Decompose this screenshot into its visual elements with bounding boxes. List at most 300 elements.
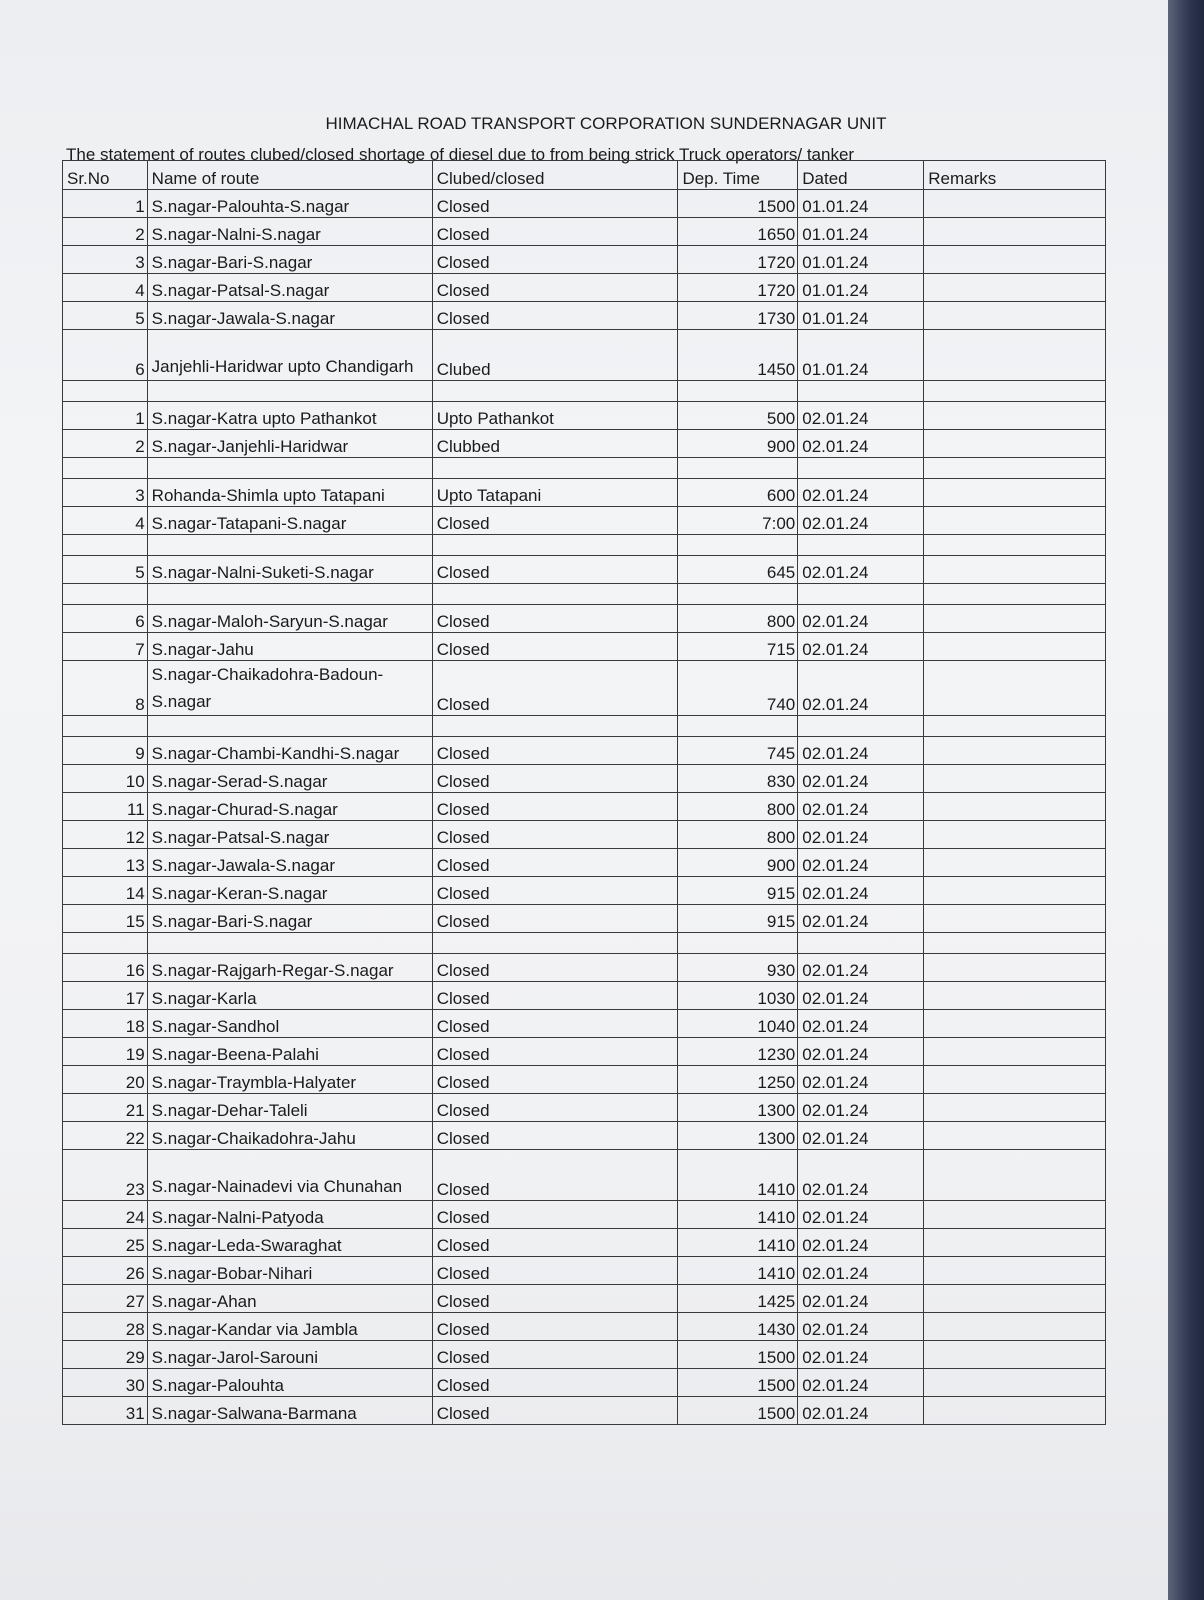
row-status: Closed [432, 1369, 678, 1397]
empty-cell [678, 535, 798, 556]
row-remarks [924, 507, 1106, 535]
row-sr-no: 10 [63, 765, 148, 793]
row-sr-no: 6 [63, 330, 148, 381]
row-dep-time: 1450 [678, 330, 798, 381]
row-remarks [924, 1257, 1106, 1285]
row-status: Closed [432, 849, 678, 877]
row-dep-time: 900 [678, 430, 798, 458]
row-dep-time: 1500 [678, 1369, 798, 1397]
row-sr-no: 19 [63, 1038, 148, 1066]
row-remarks [924, 982, 1106, 1010]
row-sr-no: 27 [63, 1285, 148, 1313]
row-status: Closed [432, 1066, 678, 1094]
row-sr-no: 20 [63, 1066, 148, 1094]
row-status: Closed [432, 877, 678, 905]
row-remarks [924, 661, 1106, 716]
row-dated: 02.01.24 [798, 661, 924, 716]
row-remarks [924, 430, 1106, 458]
empty-cell [678, 381, 798, 402]
row-dep-time: 1250 [678, 1066, 798, 1094]
empty-cell [924, 584, 1106, 605]
spacer-row [63, 933, 1106, 954]
row-dated: 02.01.24 [798, 479, 924, 507]
row-dated: 02.01.24 [798, 954, 924, 982]
row-sr-no: 6 [63, 605, 148, 633]
row-status: Closed [432, 190, 678, 218]
row-dep-time: 800 [678, 821, 798, 849]
row-dep-time: 1300 [678, 1122, 798, 1150]
row-dep-time: 740 [678, 661, 798, 716]
row-status: Closed [432, 1038, 678, 1066]
row-dated: 02.01.24 [798, 1094, 924, 1122]
row-dated: 02.01.24 [798, 765, 924, 793]
row-dep-time: 645 [678, 556, 798, 584]
empty-cell [63, 535, 148, 556]
row-status: Closed [432, 821, 678, 849]
row-dep-time: 930 [678, 954, 798, 982]
row-route-name: S.nagar-Chaikadohra-Badoun-S.nagar [147, 661, 432, 716]
spacer-row [63, 584, 1106, 605]
row-dated: 02.01.24 [798, 1122, 924, 1150]
row-route-name: Rohanda-Shimla upto Tatapani [147, 479, 432, 507]
row-route-name: S.nagar-Traymbla-Halyater [147, 1066, 432, 1094]
row-dated: 02.01.24 [798, 1201, 924, 1229]
row-route-name: S.nagar-Bobar-Nihari [147, 1257, 432, 1285]
row-dep-time: 1410 [678, 1257, 798, 1285]
row-remarks [924, 274, 1106, 302]
row-dep-time: 1410 [678, 1150, 798, 1201]
row-route-name: S.nagar-Palouhta [147, 1369, 432, 1397]
row-status: Closed [432, 765, 678, 793]
row-route-name: S.nagar-Chambi-Kandhi-S.nagar [147, 737, 432, 765]
row-route-name: S.nagar-Rajgarh-Regar-S.nagar [147, 954, 432, 982]
row-dep-time: 715 [678, 633, 798, 661]
row-dated: 02.01.24 [798, 793, 924, 821]
row-dated: 02.01.24 [798, 556, 924, 584]
row-sr-no: 12 [63, 821, 148, 849]
table-row [63, 877, 1106, 905]
table-row [63, 430, 1106, 458]
row-route-name: S.nagar-Tatapani-S.nagar [147, 507, 432, 535]
empty-cell [924, 933, 1106, 954]
row-route-name: S.nagar-Sandhol [147, 1010, 432, 1038]
row-dep-time: 1650 [678, 218, 798, 246]
empty-cell [432, 933, 678, 954]
row-route-name: S.nagar-Kandar via Jambla [147, 1313, 432, 1341]
table-row [63, 1038, 1106, 1066]
empty-cell [798, 933, 924, 954]
table-body [63, 190, 1106, 1425]
row-dep-time: 1430 [678, 1313, 798, 1341]
row-dep-time: 1500 [678, 1397, 798, 1425]
row-dated: 02.01.24 [798, 737, 924, 765]
row-status: Closed [432, 1285, 678, 1313]
row-route-name: S.nagar-Nalni-Suketi-S.nagar [147, 556, 432, 584]
row-remarks [924, 1201, 1106, 1229]
row-status: Closed [432, 1313, 678, 1341]
row-dated: 02.01.24 [798, 633, 924, 661]
row-status: Clubed [432, 330, 678, 381]
table-row [63, 661, 1106, 716]
row-sr-no: 29 [63, 1341, 148, 1369]
empty-cell [147, 933, 432, 954]
row-sr-no: 9 [63, 737, 148, 765]
row-status: Closed [432, 1150, 678, 1201]
row-status: Closed [432, 274, 678, 302]
row-sr-no: 21 [63, 1094, 148, 1122]
empty-cell [798, 535, 924, 556]
table-row [63, 1094, 1106, 1122]
row-route-name: S.nagar-Karla [147, 982, 432, 1010]
row-dated: 02.01.24 [798, 1369, 924, 1397]
row-dated: 02.01.24 [798, 605, 924, 633]
row-status: Closed [432, 1094, 678, 1122]
row-status: Closed [432, 982, 678, 1010]
row-status: Closed [432, 1122, 678, 1150]
row-dep-time: 800 [678, 605, 798, 633]
row-route-name: S.nagar-Patsal-S.nagar [147, 821, 432, 849]
row-route-name: S.nagar-Bari-S.nagar [147, 905, 432, 933]
row-dated: 01.01.24 [798, 190, 924, 218]
row-status: Closed [432, 1201, 678, 1229]
table-row [63, 1341, 1106, 1369]
table-row [63, 737, 1106, 765]
row-dep-time: 915 [678, 905, 798, 933]
row-route-name: S.nagar-Churad-S.nagar [147, 793, 432, 821]
table-row [63, 507, 1106, 535]
row-dated: 02.01.24 [798, 982, 924, 1010]
table-row [63, 605, 1106, 633]
row-dated: 01.01.24 [798, 302, 924, 330]
empty-cell [432, 716, 678, 737]
row-route-name: S.nagar-Janjehli-Haridwar [147, 430, 432, 458]
row-route-name: Janjehli-Haridwar upto Chandigarh [147, 330, 432, 381]
table-row [63, 302, 1106, 330]
row-status: Closed [432, 1010, 678, 1038]
row-sr-no: 16 [63, 954, 148, 982]
row-route-name: S.nagar-Bari-S.nagar [147, 246, 432, 274]
row-remarks [924, 218, 1106, 246]
row-dep-time: 830 [678, 765, 798, 793]
row-dep-time: 1720 [678, 274, 798, 302]
header-route-name: Name of route [147, 161, 432, 190]
header-dep-time: Dep. Time [678, 161, 798, 190]
empty-cell [147, 716, 432, 737]
row-route-name: S.nagar-Chaikadohra-Jahu [147, 1122, 432, 1150]
row-status: Closed [432, 556, 678, 584]
empty-cell [63, 458, 148, 479]
row-route-name: S.nagar-Keran-S.nagar [147, 877, 432, 905]
table-row [63, 1397, 1106, 1425]
document-title: HIMACHAL ROAD TRANSPORT CORPORATION SUNDERNAGAR UNIT [325, 114, 887, 133]
row-route-name: S.nagar-Patsal-S.nagar [147, 274, 432, 302]
row-dep-time: 7:00 [678, 507, 798, 535]
row-status: Upto Tatapani [432, 479, 678, 507]
empty-cell [798, 381, 924, 402]
row-status: Closed [432, 246, 678, 274]
row-sr-no: 15 [63, 905, 148, 933]
row-sr-no: 4 [63, 274, 148, 302]
row-route-name: S.nagar-Maloh-Saryun-S.nagar [147, 605, 432, 633]
empty-cell [924, 716, 1106, 737]
row-dep-time: 1030 [678, 982, 798, 1010]
background-edge [1168, 0, 1204, 1600]
row-route-name: S.nagar-Beena-Palahi [147, 1038, 432, 1066]
row-dep-time: 1500 [678, 190, 798, 218]
row-route-name: S.nagar-Palouhta-S.nagar [147, 190, 432, 218]
row-dated: 02.01.24 [798, 905, 924, 933]
row-remarks [924, 1010, 1106, 1038]
table-row [63, 1369, 1106, 1397]
empty-cell [432, 584, 678, 605]
row-status: Closed [432, 737, 678, 765]
table-row [63, 821, 1106, 849]
row-sr-no: 5 [63, 556, 148, 584]
row-remarks [924, 1313, 1106, 1341]
empty-cell [63, 933, 148, 954]
row-route-name: S.nagar-Salwana-Barmana [147, 1397, 432, 1425]
header-status: Clubed/closed [432, 161, 678, 190]
row-sr-no: 8 [63, 661, 148, 716]
row-route-name: S.nagar-Ahan [147, 1285, 432, 1313]
empty-cell [432, 535, 678, 556]
empty-cell [798, 584, 924, 605]
row-dep-time: 1040 [678, 1010, 798, 1038]
row-dep-time: 1425 [678, 1285, 798, 1313]
row-sr-no: 7 [63, 633, 148, 661]
table-row [63, 330, 1106, 381]
document-subtitle: The statement of routes clubed/closed shortage of diesel due to from being strick Truck operators/ tanker [66, 145, 855, 164]
row-sr-no: 1 [63, 402, 148, 430]
row-sr-no: 3 [63, 246, 148, 274]
row-remarks [924, 1150, 1106, 1201]
empty-cell [147, 584, 432, 605]
row-status: Upto Pathankot [432, 402, 678, 430]
row-dated: 02.01.24 [798, 1285, 924, 1313]
table-row [63, 1229, 1106, 1257]
row-remarks [924, 1066, 1106, 1094]
row-route-name: S.nagar-Katra upto Pathankot [147, 402, 432, 430]
header-dated: Dated [798, 161, 924, 190]
row-dated: 02.01.24 [798, 507, 924, 535]
row-remarks [924, 246, 1106, 274]
row-sr-no: 11 [63, 793, 148, 821]
row-dated: 02.01.24 [798, 1229, 924, 1257]
table-row [63, 556, 1106, 584]
row-route-name: S.nagar-Dehar-Taleli [147, 1094, 432, 1122]
table-row [63, 1122, 1106, 1150]
row-sr-no: 4 [63, 507, 148, 535]
row-dep-time: 1410 [678, 1229, 798, 1257]
row-sr-no: 18 [63, 1010, 148, 1038]
spacer-row [63, 381, 1106, 402]
empty-cell [147, 535, 432, 556]
row-remarks [924, 1369, 1106, 1397]
row-sr-no: 3 [63, 479, 148, 507]
empty-cell [678, 716, 798, 737]
row-remarks [924, 1285, 1106, 1313]
row-sr-no: 5 [63, 302, 148, 330]
row-remarks [924, 1038, 1106, 1066]
row-dated: 02.01.24 [798, 1066, 924, 1094]
row-dep-time: 500 [678, 402, 798, 430]
row-remarks [924, 877, 1106, 905]
row-remarks [924, 633, 1106, 661]
row-remarks [924, 190, 1106, 218]
row-route-name: S.nagar-Jahu [147, 633, 432, 661]
row-dated: 02.01.24 [798, 877, 924, 905]
table-row [63, 905, 1106, 933]
row-route-name: S.nagar-Jawala-S.nagar [147, 849, 432, 877]
table-row [63, 1257, 1106, 1285]
row-sr-no: 14 [63, 877, 148, 905]
row-status: Clubbed [432, 430, 678, 458]
row-status: Closed [432, 218, 678, 246]
table-row [63, 402, 1106, 430]
row-remarks [924, 1229, 1106, 1257]
table-row [63, 793, 1106, 821]
row-dated: 02.01.24 [798, 1038, 924, 1066]
table-row [63, 218, 1106, 246]
row-dated: 02.01.24 [798, 1150, 924, 1201]
row-dated: 01.01.24 [798, 330, 924, 381]
row-remarks [924, 793, 1106, 821]
empty-cell [678, 584, 798, 605]
row-remarks [924, 330, 1106, 381]
row-sr-no: 28 [63, 1313, 148, 1341]
table-row [63, 1066, 1106, 1094]
row-status: Closed [432, 302, 678, 330]
row-dep-time: 745 [678, 737, 798, 765]
empty-cell [924, 458, 1106, 479]
table-row [63, 190, 1106, 218]
row-route-name: S.nagar-Serad-S.nagar [147, 765, 432, 793]
table-row [63, 765, 1106, 793]
empty-cell [432, 458, 678, 479]
row-dated: 02.01.24 [798, 430, 924, 458]
row-remarks [924, 905, 1106, 933]
row-status: Closed [432, 793, 678, 821]
empty-cell [63, 381, 148, 402]
row-status: Closed [432, 605, 678, 633]
row-dated: 02.01.24 [798, 1341, 924, 1369]
row-status: Closed [432, 661, 678, 716]
row-dated: 02.01.24 [798, 1313, 924, 1341]
row-route-name: S.nagar-Nalni-Patyoda [147, 1201, 432, 1229]
row-dated: 01.01.24 [798, 246, 924, 274]
row-route-name: S.nagar-Leda-Swaraghat [147, 1229, 432, 1257]
row-sr-no: 2 [63, 430, 148, 458]
row-dated: 02.01.24 [798, 1257, 924, 1285]
empty-cell [924, 535, 1106, 556]
row-status: Closed [432, 1397, 678, 1425]
row-remarks [924, 1397, 1106, 1425]
empty-cell [63, 584, 148, 605]
table-row [63, 1201, 1106, 1229]
row-remarks [924, 954, 1106, 982]
row-remarks [924, 556, 1106, 584]
row-remarks [924, 605, 1106, 633]
empty-cell [924, 381, 1106, 402]
empty-cell [432, 381, 678, 402]
row-dep-time: 1230 [678, 1038, 798, 1066]
row-sr-no: 22 [63, 1122, 148, 1150]
header-remarks: Remarks [924, 161, 1106, 190]
table-row [63, 1313, 1106, 1341]
empty-cell [147, 458, 432, 479]
row-status: Closed [432, 507, 678, 535]
row-dep-time: 1300 [678, 1094, 798, 1122]
spacer-row [63, 535, 1106, 556]
empty-cell [678, 933, 798, 954]
row-sr-no: 2 [63, 218, 148, 246]
table-row [63, 1285, 1106, 1313]
row-sr-no: 26 [63, 1257, 148, 1285]
row-sr-no: 31 [63, 1397, 148, 1425]
row-remarks [924, 765, 1106, 793]
row-sr-no: 30 [63, 1369, 148, 1397]
spacer-row [63, 716, 1106, 737]
row-dep-time: 900 [678, 849, 798, 877]
row-sr-no: 13 [63, 849, 148, 877]
row-remarks [924, 479, 1106, 507]
row-dated: 01.01.24 [798, 274, 924, 302]
row-sr-no: 23 [63, 1150, 148, 1201]
table-row [63, 274, 1106, 302]
row-remarks [924, 1341, 1106, 1369]
row-remarks [924, 737, 1106, 765]
row-remarks [924, 849, 1106, 877]
row-dated: 02.01.24 [798, 849, 924, 877]
empty-cell [63, 716, 148, 737]
table-row [63, 982, 1106, 1010]
table-row [63, 1150, 1106, 1201]
row-dep-time: 600 [678, 479, 798, 507]
empty-cell [798, 458, 924, 479]
row-dated: 02.01.24 [798, 821, 924, 849]
row-sr-no: 25 [63, 1229, 148, 1257]
row-dated: 02.01.24 [798, 402, 924, 430]
table-header-row [63, 161, 1106, 190]
row-route-name: S.nagar-Nalni-S.nagar [147, 218, 432, 246]
row-sr-no: 1 [63, 190, 148, 218]
row-remarks [924, 1122, 1106, 1150]
row-dep-time: 800 [678, 793, 798, 821]
row-remarks [924, 1094, 1106, 1122]
row-status: Closed [432, 905, 678, 933]
row-remarks [924, 821, 1106, 849]
row-status: Closed [432, 1229, 678, 1257]
table-row [63, 479, 1106, 507]
row-dep-time: 1410 [678, 1201, 798, 1229]
row-dep-time: 1720 [678, 246, 798, 274]
row-remarks [924, 402, 1106, 430]
row-route-name: S.nagar-Nainadevi via Chunahan [147, 1150, 432, 1201]
row-remarks [924, 302, 1106, 330]
row-route-name: S.nagar-Jarol-Sarouni [147, 1341, 432, 1369]
table-row [63, 633, 1106, 661]
row-route-name: S.nagar-Jawala-S.nagar [147, 302, 432, 330]
row-status: Closed [432, 1257, 678, 1285]
spacer-row [63, 458, 1106, 479]
row-dep-time: 1500 [678, 1341, 798, 1369]
table-row [63, 246, 1106, 274]
row-sr-no: 17 [63, 982, 148, 1010]
row-sr-no: 24 [63, 1201, 148, 1229]
table-row [63, 849, 1106, 877]
table-row [63, 954, 1106, 982]
empty-cell [798, 716, 924, 737]
